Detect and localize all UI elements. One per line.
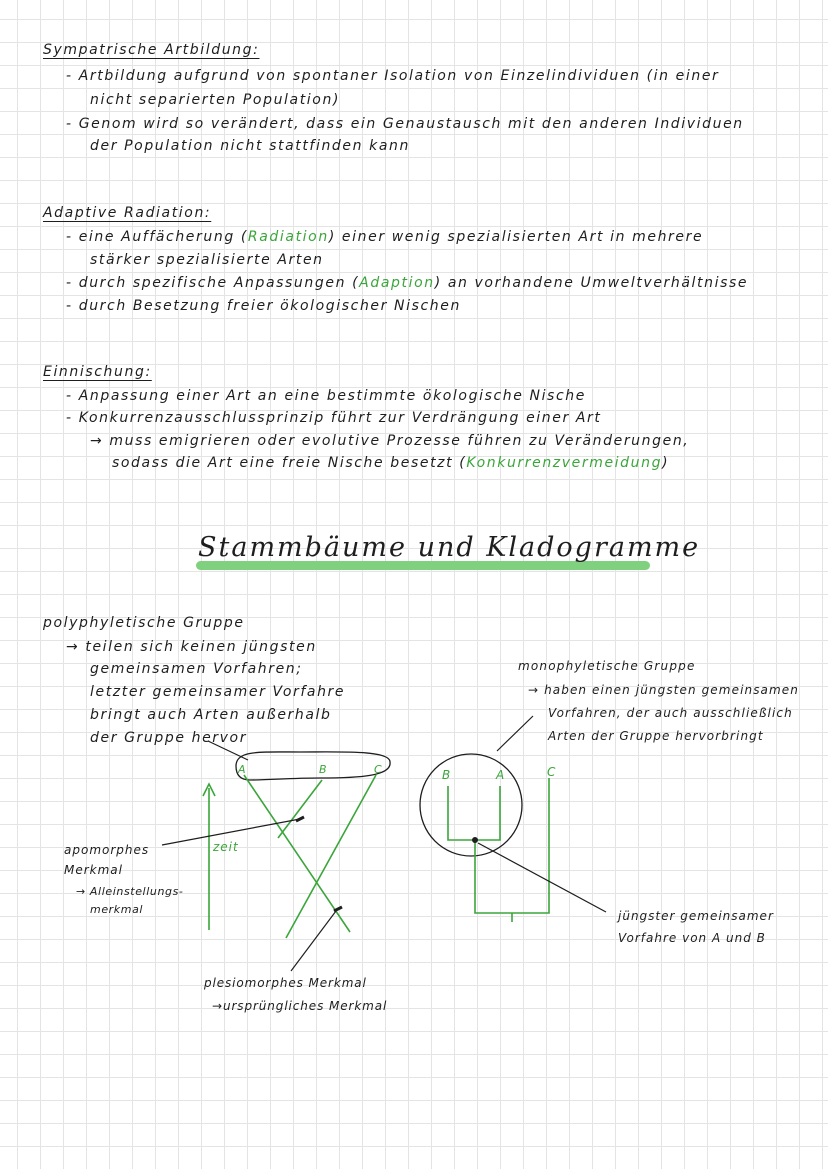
heading-sympatrische-artbildung: Sympatrische Artbildung: bbox=[43, 42, 260, 58]
poly-desc-line-2: gemeinsamen Vorfahren; bbox=[90, 661, 303, 677]
adaptive-bullet-1-cont: stärker spezialisierte Arten bbox=[90, 252, 324, 268]
adaptive-bullet-3: - durch Besetzung freier ökologischer Nischen bbox=[66, 298, 461, 314]
sympatrisch-bullet-2: - Genom wird so verändert, dass ein Genaustausch mit den anderen Individuen bbox=[66, 116, 744, 132]
term-adaption: Adaption bbox=[359, 275, 435, 291]
time-axis-label: zeit bbox=[213, 840, 239, 854]
apo-label-line-1: apomorphes bbox=[64, 843, 150, 857]
adaptive-bullet-2: - durch spezifische Anpassungen (Adaption) an vorhandene Umweltverhältnisse bbox=[66, 275, 749, 291]
poly-desc-line-1: → teilen sich keinen jüngsten bbox=[66, 639, 317, 655]
heading-einnischung: Einnischung: bbox=[43, 364, 152, 380]
plesio-label-line-1: plesiomorphes Merkmal bbox=[204, 976, 367, 990]
page-title: Stammbäume und Kladogramme bbox=[198, 532, 701, 563]
sympatrisch-bullet-1-cont: nicht separierten Population) bbox=[90, 92, 341, 108]
sympatrisch-bullet-2-cont: der Population nicht stattfinden kann bbox=[90, 138, 410, 154]
einnischung-bullet-1: - Anpassung einer Art an eine bestimmte ökologische Nische bbox=[66, 388, 586, 404]
ancestor-pointer bbox=[478, 843, 606, 912]
ancestor-node bbox=[472, 837, 478, 843]
einnischung-arrow-line-cont: sodass die Art eine freie Nische besetzt (Konkurrenzvermeidung) bbox=[112, 455, 670, 471]
poly-label: polyphyletische Gruppe bbox=[43, 615, 245, 631]
term-radiation: Radiation bbox=[247, 229, 329, 245]
tree2-taxon-a: A bbox=[496, 768, 505, 782]
tree2-branches bbox=[448, 778, 549, 922]
heading-adaptive-radiation: Adaptive Radiation: bbox=[43, 205, 212, 221]
poly-group-outline bbox=[236, 752, 390, 780]
tree1-branch-a bbox=[244, 775, 350, 932]
tree1-branch-b bbox=[278, 780, 322, 838]
apo-pointer bbox=[162, 819, 300, 845]
mono-desc-line-1: → haben einen jüngsten gemeinsamen bbox=[528, 683, 799, 697]
mono-desc-line-2: Vorfahren, der auch ausschließlich bbox=[548, 706, 793, 720]
apo-label-line-2: Merkmal bbox=[64, 863, 123, 877]
poly-pointer bbox=[208, 741, 248, 760]
tree2-taxon-c: C bbox=[547, 765, 556, 779]
plesio-pointer bbox=[291, 911, 336, 971]
term-konkurrenzvermeidung: Konkurrenzvermeidung bbox=[466, 455, 663, 471]
poly-desc-line-4: bringt auch Arten außerhalb bbox=[90, 707, 332, 723]
ancestor-label-line-1: jüngster gemeinsamer bbox=[618, 909, 774, 923]
mono-desc-line-3: Arten der Gruppe hervorbringt bbox=[548, 729, 764, 743]
adaptive-bullet-1: - eine Auffächerung (Radiation) einer wenig spezialisierten Art in mehrere bbox=[66, 229, 704, 245]
apo-label-line-3: → Alleinstellungs- bbox=[76, 885, 184, 898]
poly-desc-line-5: der Gruppe hervor bbox=[90, 730, 248, 746]
poly-desc-line-3: letzter gemeinsamer Vorfahre bbox=[90, 684, 346, 700]
tree1-taxon-a: A bbox=[238, 763, 246, 776]
einnischung-arrow-line: → muss emigrieren oder evolutive Prozesse führen zu Veränderungen, bbox=[90, 433, 690, 449]
apo-label-line-4: merkmal bbox=[90, 903, 144, 916]
einnischung-bullet-2: - Konkurrenzausschlussprinzip führt zur Verdrängung einer Art bbox=[66, 410, 602, 426]
tree2-taxon-b: B bbox=[442, 768, 451, 782]
plesiomorph-marker bbox=[334, 907, 342, 911]
mono-pointer bbox=[497, 716, 533, 751]
plesio-label-line-2: →ursprüngliches Merkmal bbox=[212, 999, 388, 1013]
ancestor-label-line-2: Vorfahre von A und B bbox=[618, 931, 766, 945]
tree1-taxon-c: C bbox=[374, 763, 382, 776]
tree1-taxon-b: B bbox=[319, 763, 327, 776]
sympatrisch-bullet-1: - Artbildung aufgrund von spontaner Isolation von Einzelindividuen (in einer bbox=[66, 68, 720, 84]
mono-label: monophyletische Gruppe bbox=[518, 659, 696, 673]
